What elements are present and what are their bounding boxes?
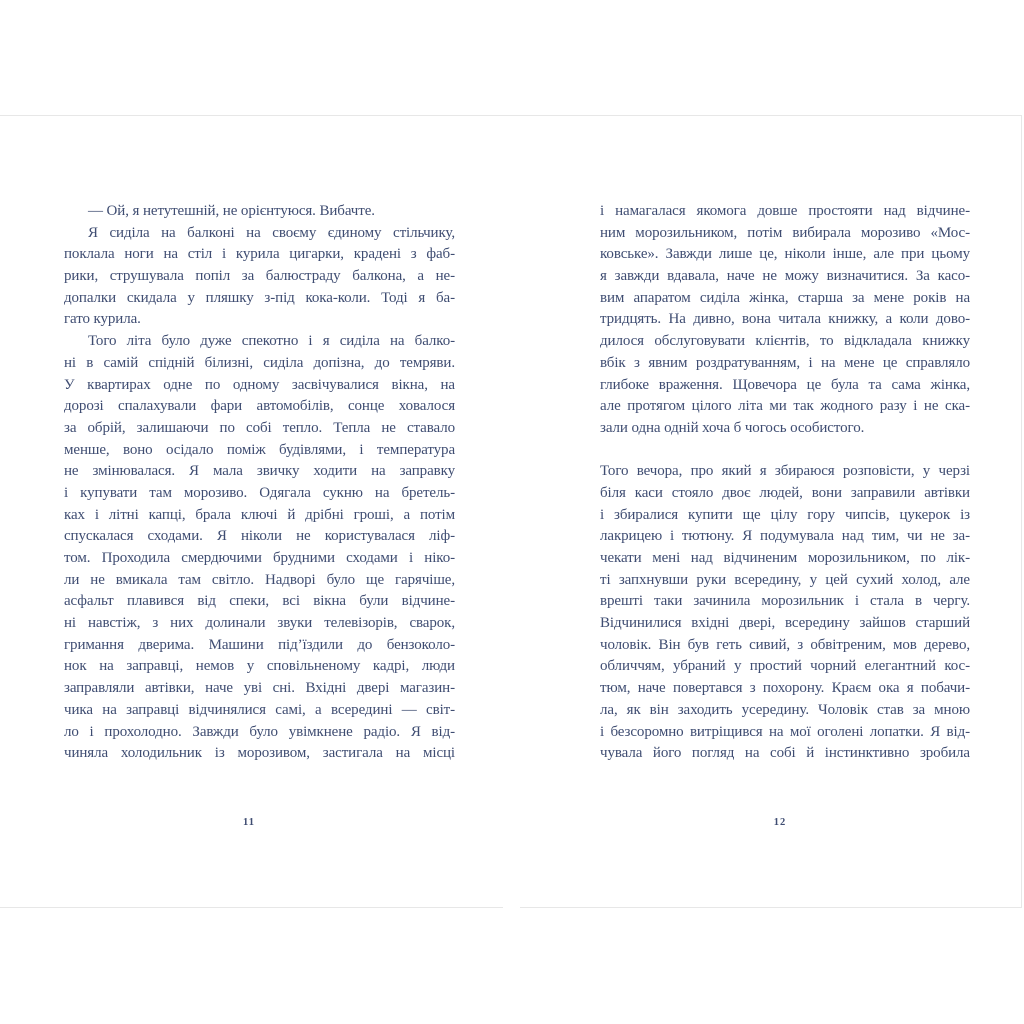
- text-line: лакрицею і тютюну. Я подумувала над тим, чи не за-: [600, 528, 970, 545]
- text-line: рики, струшувала попіл за балюстраду балкона, а не-: [64, 268, 455, 285]
- text-line: У квартирах одне по одному засвічувалися вікна, на: [64, 376, 455, 393]
- text-line: тюм, наче повертався з похорону. Краєм ока я побачи-: [600, 680, 970, 697]
- text-line: чиняла холодильник із морозивом, застигала на місці: [64, 745, 455, 762]
- text-line: я завжди вдавала, наче не можу визначитися. За касо-: [600, 268, 970, 285]
- text-line: дилося обслуговувати клієнтів, то відкладала книжку: [600, 333, 970, 350]
- text-line: ні навстіж, з них долинали звуки телевізорів, сварок,: [64, 615, 455, 632]
- paragraph: [600, 461, 970, 765]
- text-line: біля каси стояло двоє людей, вони заправили автівки: [600, 484, 970, 501]
- text-line: не змінювалася. Я мала звичку ходити на заправку: [64, 463, 455, 480]
- page-gutter-gap: [503, 902, 520, 912]
- text-line: вбік з явним роздратуванням, і на мене це справляло: [600, 354, 970, 371]
- text-line: том. Проходила смердючими брудними сходами і ніко-: [64, 550, 455, 566]
- text-line: зали одна одній хоча б чогось особистого.: [600, 419, 865, 436]
- text-line: ні в самій спідній білизні, сиділа допізна, до темряви.: [64, 354, 455, 371]
- text-line: але протягом цілого літа ми так жодного разу і не ска-: [600, 398, 970, 415]
- text-line: ла, як він заходить усередину. Чоловік став за мною: [600, 701, 970, 718]
- text-line: спускалася сходами. Я ніколи не користувалася ліф-: [64, 528, 455, 545]
- text-line: ли не вмикала там світло. Надворі було ще гарячіше,: [64, 571, 455, 588]
- text-line: Того літа було дуже спекотно і я сиділа на балко-: [88, 333, 455, 350]
- text-line: і купувати там морозиво. Одягала сукню на бретель-: [64, 484, 455, 501]
- text-line: ним морозильником, потім вибирала морозиво «Мос-: [600, 224, 970, 241]
- text-line: чоловік. Він був геть сивий, з обвітреним, мов дерево,: [600, 636, 970, 653]
- page-11-text-column: [64, 201, 455, 765]
- paragraph: [64, 201, 455, 223]
- text-line: врешті таки зачинила морозильник і стала в чергу.: [600, 593, 970, 610]
- text-line: Того вечора, про який я збираюся розповісти, у черзі: [600, 463, 970, 480]
- text-line: Відчинилися вхідні двері, всередину зайшов старший: [600, 615, 970, 632]
- text-line: за обрій, залишаючи по собі тепло. Тепла не ставало: [64, 419, 455, 436]
- text-line: асфальт плавився від спеки, всі вікна були відчине-: [64, 593, 455, 610]
- text-line: чекати мені над відчиненим морозильником, по лік-: [600, 550, 970, 566]
- paragraph: [64, 331, 455, 765]
- page-12-text-column: [600, 201, 970, 765]
- text-line: поклала ноги на стіл і курила цигарки, крадені з фаб-: [64, 246, 455, 263]
- page-number-left: 11: [243, 817, 255, 828]
- page-number-right: 12: [773, 817, 787, 828]
- text-line: і безсоромно витріщився на мої оголені лопатки. Я від-: [600, 723, 970, 740]
- text-line: дорозі спалахували фари автомобілів, сонце ховалося: [64, 398, 455, 415]
- text-line: менше, воно осідало поміж будівлями, і температура: [64, 441, 455, 458]
- text-line: обличчям, убраний у простий чорний елегантний кос-: [600, 658, 970, 675]
- text-line: ті запхнувши руки всередину, у цей сухий холод, але: [600, 571, 970, 588]
- text-line: вим апаратом сиділа жінка, старша за мене років на: [600, 289, 970, 306]
- text-line: і намагалася якомога довше простояти над відчине-: [600, 203, 970, 219]
- text-line: чувала його погляд на собі й інстинктивно зробила: [600, 745, 970, 762]
- text-line: тридцять. На дивно, вона читала книжку, а коли дово-: [600, 311, 970, 328]
- text-line: нок на заправці, немов у сповільненому кадрі, люди: [64, 658, 455, 675]
- text-line: гримання дверима. Машини під’їздили до бензоколо-: [64, 636, 455, 653]
- text-line: ках і літні капці, брала ключі й дрібні гроші, а потім: [64, 506, 455, 523]
- text-line: ковське». Завжди лише це, ніколи інше, але при цьому: [600, 246, 970, 263]
- paragraph: [64, 223, 455, 331]
- text-line: і збиралися купити ще цілу гору чипсів, цукерок із: [600, 506, 970, 523]
- text-line: заправляли автівки, наче уві сні. Вхідні двері магазин-: [64, 680, 455, 697]
- text-line: допалки скидала у пляшку з-під кока-коли. Тоді я ба-: [64, 289, 455, 306]
- paragraph: [600, 201, 970, 440]
- text-line: гато курила.: [64, 311, 141, 328]
- text-line: Я сиділа на балконі на своєму єдиному стільчику,: [88, 224, 455, 241]
- text-line: — Ой, я нетутешній, не орієнтуюся. Вибачте.: [88, 203, 375, 219]
- text-line: глибоке враження. Щовечора це була та сама жінка,: [600, 376, 970, 393]
- text-line: ло і прохолодно. Завжди було увімкнене радіо. Я від-: [64, 723, 455, 740]
- text-line: чика на заправці відчинялися самі, а всередині — світ-: [64, 701, 455, 718]
